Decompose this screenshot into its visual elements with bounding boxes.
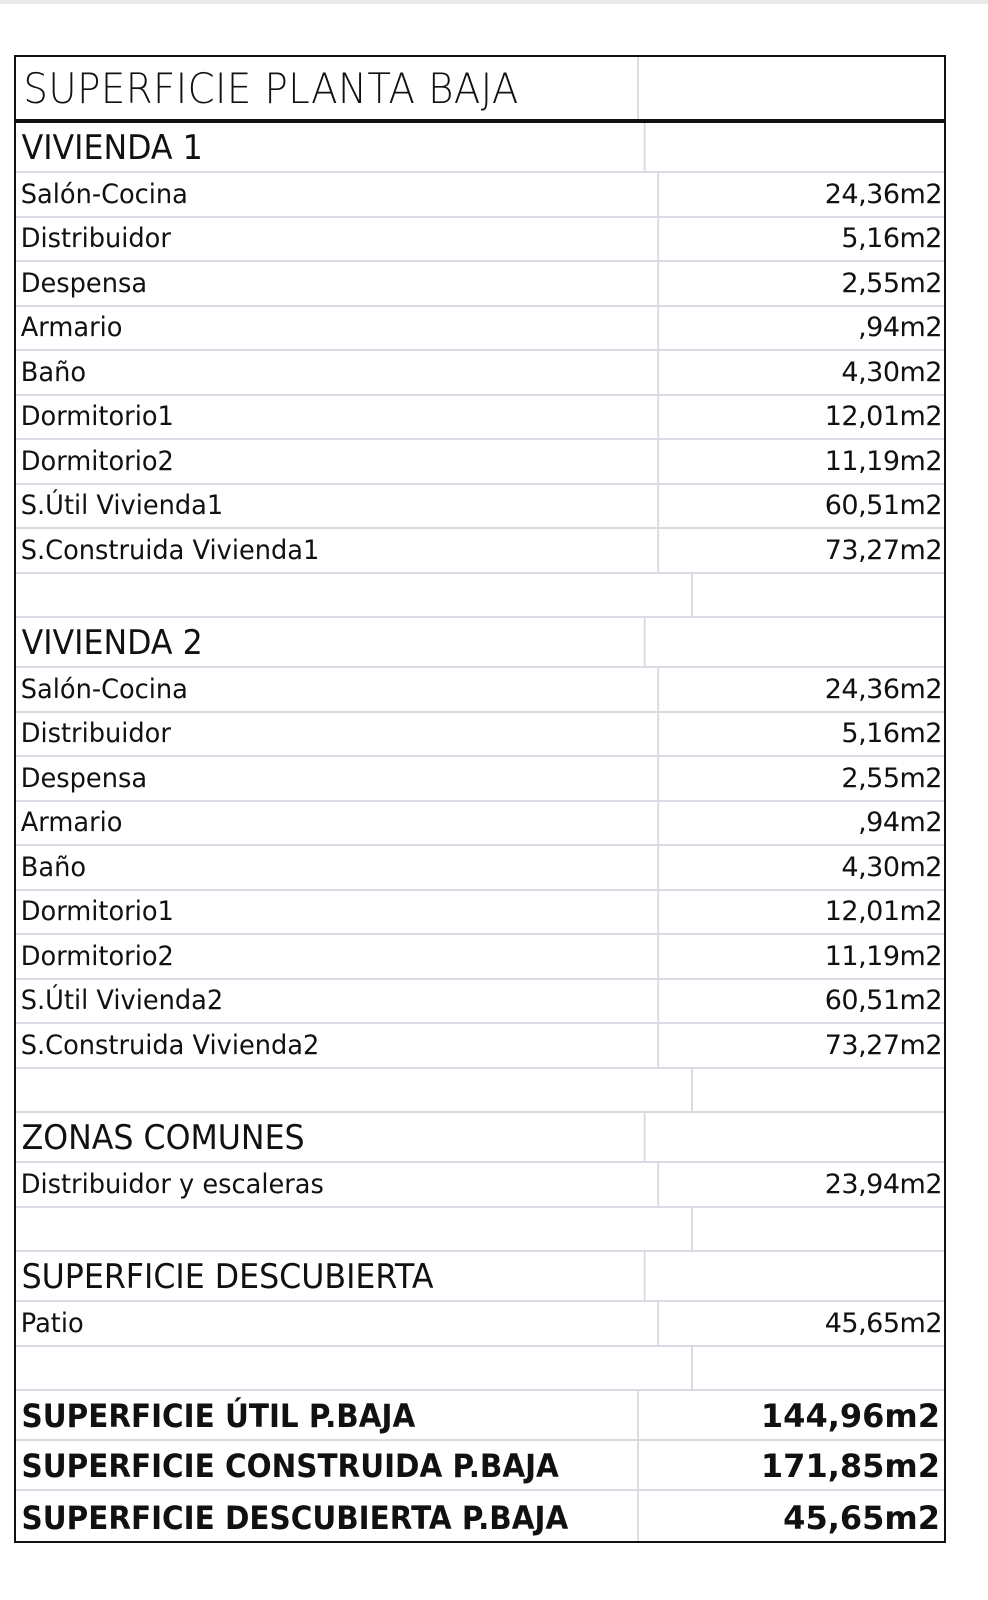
table-row bbox=[16, 1163, 944, 1208]
area-value: 60,51m2 bbox=[824, 490, 942, 521]
table-row bbox=[16, 1024, 944, 1069]
table-row bbox=[16, 440, 944, 485]
table-row bbox=[16, 713, 944, 758]
empty-cell bbox=[693, 1069, 944, 1112]
area-value: 11,19m2 bbox=[824, 445, 942, 477]
table-row bbox=[16, 891, 944, 936]
room-label: Distribuidor y escaleras bbox=[16, 1163, 659, 1206]
table-row bbox=[16, 757, 944, 802]
table-row bbox=[16, 485, 944, 530]
area-value: 73,27m2 bbox=[824, 1029, 942, 1061]
top-edge-bar bbox=[0, 0, 988, 4]
table-title-row bbox=[16, 57, 944, 123]
table-row bbox=[16, 307, 944, 352]
room-label: Despensa bbox=[16, 757, 659, 800]
empty-cell bbox=[693, 1113, 944, 1161]
room-label: Distribuidor bbox=[16, 713, 659, 756]
section-header: SUPERFICIE DESCUBIERTA bbox=[16, 1252, 646, 1300]
area-value: 45,65m2 bbox=[824, 1307, 942, 1339]
room-label: Armario bbox=[16, 802, 659, 845]
total-value: 144,96m2 bbox=[760, 1397, 940, 1435]
room-label: S.Construida Vivienda2 bbox=[16, 1024, 659, 1067]
room-label: Baño bbox=[16, 846, 659, 889]
empty-cell bbox=[16, 1069, 693, 1112]
area-value: 73,27m2 bbox=[824, 534, 942, 566]
table-row bbox=[16, 351, 944, 396]
area-value: 2,55m2 bbox=[841, 267, 942, 299]
area-value: 4,30m2 bbox=[841, 851, 942, 883]
table-row bbox=[16, 262, 944, 307]
table-row bbox=[16, 846, 944, 891]
area-value: ,94m2 bbox=[858, 312, 942, 343]
empty-cell bbox=[693, 1252, 944, 1300]
total-label: SUPERFICIE ÚTIL P.BAJA bbox=[16, 1391, 639, 1439]
room-label: Salón-Cocina bbox=[16, 668, 659, 711]
total-row-construida bbox=[16, 1441, 944, 1491]
room-label: Dormitorio1 bbox=[16, 891, 659, 934]
total-label: SUPERFICIE CONSTRUIDA P.BAJA bbox=[16, 1441, 639, 1489]
total-label: SUPERFICIE DESCUBIERTA P.BAJA bbox=[16, 1491, 639, 1541]
area-value: ,94m2 bbox=[858, 807, 942, 838]
room-label: Patio bbox=[16, 1302, 659, 1345]
total-value: 45,65m2 bbox=[783, 1499, 940, 1537]
table-row bbox=[16, 980, 944, 1025]
room-label: Baño bbox=[16, 351, 659, 394]
room-label: Distribuidor bbox=[16, 218, 659, 261]
area-value: 5,16m2 bbox=[841, 718, 942, 749]
room-label: Despensa bbox=[16, 262, 659, 305]
area-value: 12,01m2 bbox=[824, 896, 942, 927]
section-header: VIVIENDA 1 bbox=[16, 123, 646, 171]
section-header-row bbox=[16, 1252, 944, 1302]
area-value: 24,36m2 bbox=[824, 673, 942, 705]
blank-row bbox=[16, 1208, 944, 1253]
table-title: SUPERFICIE PLANTA BAJA bbox=[16, 57, 639, 119]
table-row bbox=[16, 529, 944, 574]
table-row bbox=[16, 396, 944, 441]
room-label: Dormitorio2 bbox=[16, 440, 659, 483]
empty-cell bbox=[693, 618, 944, 666]
room-label: S.Útil Vivienda2 bbox=[16, 980, 659, 1023]
total-value: 171,85m2 bbox=[760, 1447, 940, 1485]
table-row bbox=[16, 1302, 944, 1347]
total-row-util bbox=[16, 1391, 944, 1441]
empty-cell bbox=[693, 123, 944, 171]
table-row bbox=[16, 218, 944, 263]
empty-cell bbox=[693, 1347, 944, 1390]
blank-row bbox=[16, 574, 944, 619]
room-label: Dormitorio1 bbox=[16, 396, 659, 439]
room-label: S.Construida Vivienda1 bbox=[16, 529, 659, 572]
section-header: ZONAS COMUNES bbox=[16, 1113, 646, 1161]
table-row bbox=[16, 935, 944, 980]
table-row bbox=[16, 802, 944, 847]
area-value: 5,16m2 bbox=[841, 223, 942, 254]
area-value: 24,36m2 bbox=[824, 178, 942, 210]
blank-row bbox=[16, 1347, 944, 1392]
surface-table bbox=[14, 55, 946, 1543]
area-value: 12,01m2 bbox=[824, 401, 942, 432]
room-label: Salón-Cocina bbox=[16, 173, 659, 216]
section-header-row bbox=[16, 1113, 944, 1163]
table-row bbox=[16, 668, 944, 713]
area-value: 2,55m2 bbox=[841, 762, 942, 794]
area-value: 4,30m2 bbox=[841, 356, 942, 388]
area-value: 11,19m2 bbox=[824, 940, 942, 972]
section-header-row bbox=[16, 618, 944, 668]
room-label: Armario bbox=[16, 307, 659, 350]
section-header-row bbox=[16, 123, 944, 173]
empty-cell bbox=[693, 1208, 944, 1251]
empty-cell bbox=[693, 574, 944, 617]
section-header: VIVIENDA 2 bbox=[16, 618, 646, 666]
room-label: S.Útil Vivienda1 bbox=[16, 485, 659, 528]
area-value: 23,94m2 bbox=[824, 1168, 942, 1200]
table-row bbox=[16, 173, 944, 218]
total-row-descubierta bbox=[16, 1491, 944, 1541]
area-value: 60,51m2 bbox=[824, 985, 942, 1016]
empty-cell bbox=[16, 1347, 693, 1390]
room-label: Dormitorio2 bbox=[16, 935, 659, 978]
blank-row bbox=[16, 1069, 944, 1114]
empty-cell bbox=[16, 1208, 693, 1251]
title-empty-cell bbox=[693, 57, 944, 119]
empty-cell bbox=[16, 574, 693, 617]
